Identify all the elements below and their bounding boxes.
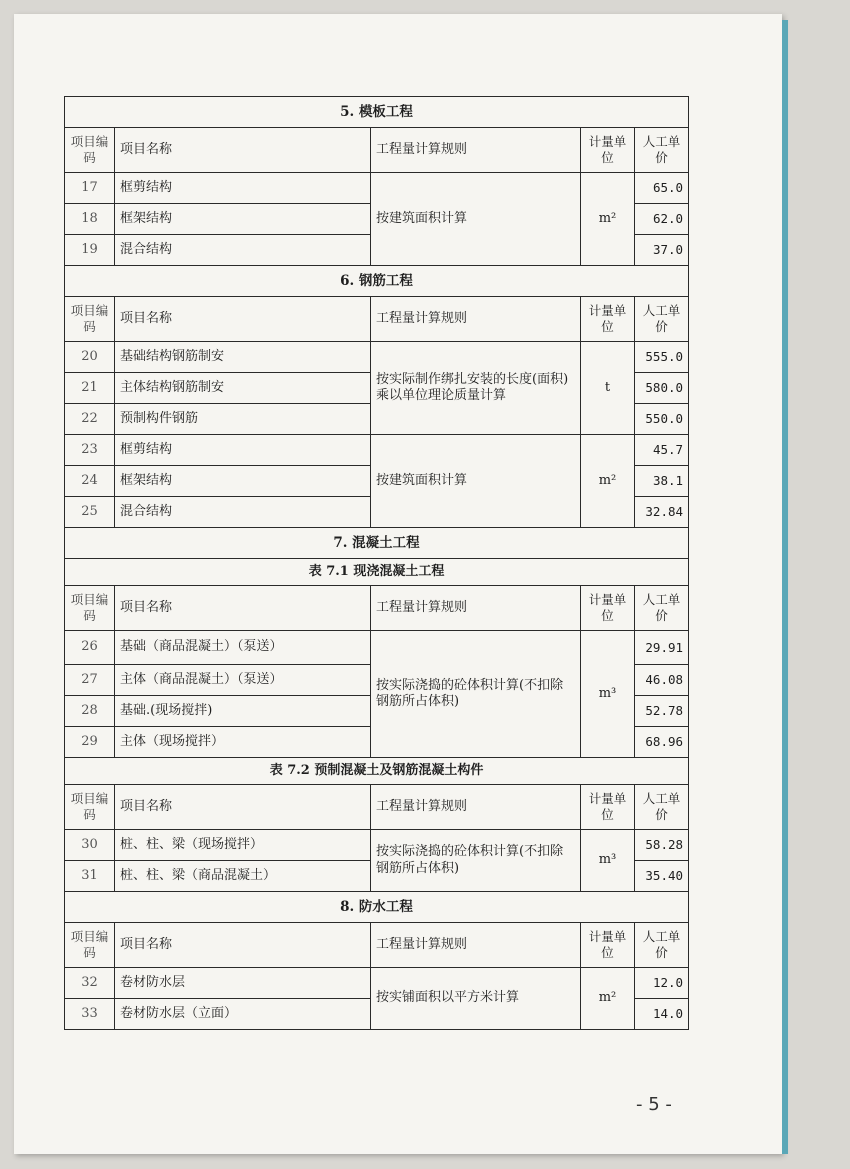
item-name: 桩、柱、梁（商品混凝土） xyxy=(115,861,371,892)
header-rule: 工程量计算规则 xyxy=(371,785,581,830)
labor-price: 550.0 xyxy=(635,404,689,435)
header-code: 项目编码 xyxy=(65,785,115,830)
item-code: 28 xyxy=(65,696,115,727)
header-row xyxy=(65,923,689,968)
subtable-title: 表 7.2 预制混凝土及钢筋混凝土构件 xyxy=(65,758,689,785)
labor-price: 45.7 xyxy=(635,435,689,466)
item-name: 主体（商品混凝土）（泵送） xyxy=(115,665,371,696)
header-rule: 工程量计算规则 xyxy=(371,923,581,968)
item-name: 主体结构钢筋制安 xyxy=(115,373,371,404)
page-edge xyxy=(782,20,788,1154)
calc-rule: 按实际浇捣的砼体积计算(不扣除钢筋所占体积) xyxy=(371,631,581,758)
header-code: 项目编码 xyxy=(65,128,115,173)
item-code: 29 xyxy=(65,727,115,758)
subtable-title: 表 7.1 现浇混凝土工程 xyxy=(65,559,689,586)
header-name: 项目名称 xyxy=(115,785,371,830)
item-name: 卷材防水层 xyxy=(115,968,371,999)
header-code: 项目编码 xyxy=(65,586,115,631)
header-price: 人工单价 xyxy=(635,586,689,631)
calc-rule: 按建筑面积计算 xyxy=(371,173,581,266)
header-name: 项目名称 xyxy=(115,297,371,342)
labor-price: 52.78 xyxy=(635,696,689,727)
item-code: 20 xyxy=(65,342,115,373)
labor-price: 62.0 xyxy=(635,204,689,235)
unit: m³ xyxy=(581,830,635,892)
header-unit: 计量单位 xyxy=(581,128,635,173)
labor-price: 58.28 xyxy=(635,830,689,861)
labor-price: 580.0 xyxy=(635,373,689,404)
labor-price: 14.0 xyxy=(635,999,689,1030)
unit: m² xyxy=(581,968,635,1030)
item-code: 23 xyxy=(65,435,115,466)
table-row xyxy=(65,968,689,999)
header-rule: 工程量计算规则 xyxy=(371,297,581,342)
item-name: 框剪结构 xyxy=(115,173,371,204)
section-title: 8. 防水工程 xyxy=(65,892,689,923)
calc-rule: 按实际浇捣的砼体积计算(不扣除钢筋所占体积) xyxy=(371,830,581,892)
header-row xyxy=(65,128,689,173)
header-price: 人工单价 xyxy=(635,297,689,342)
item-code: 27 xyxy=(65,665,115,696)
header-unit: 计量单位 xyxy=(581,785,635,830)
item-code: 33 xyxy=(65,999,115,1030)
table-row xyxy=(65,173,689,204)
item-name: 桩、柱、梁（现场搅拌） xyxy=(115,830,371,861)
price-table-sheet xyxy=(64,96,688,1030)
labor-price: 68.96 xyxy=(635,727,689,758)
labor-price: 35.40 xyxy=(635,861,689,892)
header-name: 项目名称 xyxy=(115,586,371,631)
item-code: 31 xyxy=(65,861,115,892)
item-name: 卷材防水层（立面） xyxy=(115,999,371,1030)
table-row xyxy=(65,631,689,665)
header-row xyxy=(65,785,689,830)
labor-price: 12.0 xyxy=(635,968,689,999)
section-title: 5. 模板工程 xyxy=(65,97,689,128)
table-row xyxy=(65,830,689,861)
unit: t xyxy=(581,342,635,435)
header-row xyxy=(65,586,689,631)
calc-rule: 按实铺面积以平方米计算 xyxy=(371,968,581,1030)
page-number: - 5 - xyxy=(636,1094,672,1115)
unit: m² xyxy=(581,173,635,266)
labor-price: 29.91 xyxy=(635,631,689,665)
item-code: 17 xyxy=(65,173,115,204)
item-code: 25 xyxy=(65,497,115,528)
item-code: 19 xyxy=(65,235,115,266)
item-name: 框架结构 xyxy=(115,466,371,497)
header-rule: 工程量计算规则 xyxy=(371,128,581,173)
item-name: 基础（商品混凝土）（泵送） xyxy=(115,631,371,665)
item-code: 21 xyxy=(65,373,115,404)
section-title: 7. 混凝土工程 xyxy=(65,528,689,559)
unit: m³ xyxy=(581,631,635,758)
header-code: 项目编码 xyxy=(65,923,115,968)
calc-rule: 按建筑面积计算 xyxy=(371,435,581,528)
calc-rule: 按实际制作绑扎安装的长度(面积)乘以单位理论质量计算 xyxy=(371,342,581,435)
header-price: 人工单价 xyxy=(635,785,689,830)
header-code: 项目编码 xyxy=(65,297,115,342)
header-unit: 计量单位 xyxy=(581,923,635,968)
item-name: 混合结构 xyxy=(115,497,371,528)
item-code: 18 xyxy=(65,204,115,235)
item-name: 预制构件钢筋 xyxy=(115,404,371,435)
labor-price: 37.0 xyxy=(635,235,689,266)
item-name: 框架结构 xyxy=(115,204,371,235)
table-row xyxy=(65,435,689,466)
item-code: 30 xyxy=(65,830,115,861)
item-name: 框剪结构 xyxy=(115,435,371,466)
table-row xyxy=(65,342,689,373)
item-name: 基础结构钢筋制安 xyxy=(115,342,371,373)
item-name: 主体（现场搅拌） xyxy=(115,727,371,758)
unit: m² xyxy=(581,435,635,528)
section-title: 6. 钢筋工程 xyxy=(65,266,689,297)
header-unit: 计量单位 xyxy=(581,297,635,342)
labor-price-table xyxy=(64,96,689,1030)
item-code: 32 xyxy=(65,968,115,999)
item-name: 基础.(现场搅拌) xyxy=(115,696,371,727)
header-row xyxy=(65,297,689,342)
labor-price: 46.08 xyxy=(635,665,689,696)
header-name: 项目名称 xyxy=(115,128,371,173)
labor-price: 555.0 xyxy=(635,342,689,373)
item-code: 26 xyxy=(65,631,115,665)
labor-price: 65.0 xyxy=(635,173,689,204)
header-name: 项目名称 xyxy=(115,923,371,968)
item-code: 22 xyxy=(65,404,115,435)
header-price: 人工单价 xyxy=(635,128,689,173)
item-code: 24 xyxy=(65,466,115,497)
labor-price: 32.84 xyxy=(635,497,689,528)
header-price: 人工单价 xyxy=(635,923,689,968)
header-rule: 工程量计算规则 xyxy=(371,586,581,631)
item-name: 混合结构 xyxy=(115,235,371,266)
labor-price: 38.1 xyxy=(635,466,689,497)
header-unit: 计量单位 xyxy=(581,586,635,631)
